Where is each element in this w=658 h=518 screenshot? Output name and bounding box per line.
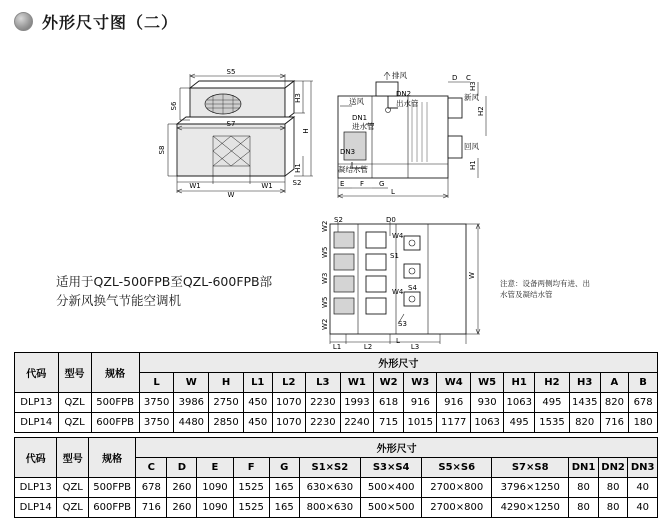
th2-DN1: DN1 xyxy=(569,458,599,478)
svg-text:W2: W2 xyxy=(321,318,329,330)
svg-text:W: W xyxy=(227,191,235,199)
th-L3: L3 xyxy=(305,373,340,393)
th-W: W xyxy=(174,373,209,393)
cell: 716 xyxy=(600,413,629,433)
cell: 80 xyxy=(598,498,628,518)
svg-text:H1: H1 xyxy=(469,160,477,170)
svg-text:L2: L2 xyxy=(363,343,373,351)
cell: 2850 xyxy=(209,413,244,433)
page-title: 外形尺寸图（二） xyxy=(42,13,179,32)
table-row xyxy=(15,393,658,413)
svg-text:回风: 回风 xyxy=(464,142,479,151)
th-W5: W5 xyxy=(470,373,503,393)
svg-text:DN3: DN3 xyxy=(340,148,356,156)
svg-text:DN2: DN2 xyxy=(396,90,412,98)
cell: 4290×1250 xyxy=(492,498,569,518)
cell: 820 xyxy=(600,393,629,413)
th2-group-dimensions: 外形尺寸 xyxy=(136,438,658,458)
svg-text:W4: W4 xyxy=(392,232,404,240)
cell: 40 xyxy=(628,478,658,498)
cell: 1070 xyxy=(272,393,305,413)
table-2-body xyxy=(15,478,658,518)
svg-text:W2: W2 xyxy=(321,220,329,232)
svg-text:W: W xyxy=(468,272,476,279)
sphere-bullet-icon xyxy=(14,12,33,31)
cell: 450 xyxy=(243,393,272,413)
svg-text:W5: W5 xyxy=(321,296,329,308)
note-block xyxy=(500,278,650,300)
svg-text:L: L xyxy=(391,188,395,196)
cell: 260 xyxy=(167,498,197,518)
note-line-2: 水管及凝结水管 xyxy=(500,290,553,299)
svg-text:L: L xyxy=(396,337,400,345)
svg-text:H3: H3 xyxy=(294,93,302,103)
svg-text:S8: S8 xyxy=(158,145,166,155)
th-W2: W2 xyxy=(374,373,404,393)
cell: 450 xyxy=(243,413,272,433)
cell: 500×500 xyxy=(361,498,422,518)
cell: 1063 xyxy=(470,413,503,433)
svg-text:D0: D0 xyxy=(386,216,396,224)
cell: 260 xyxy=(167,478,197,498)
th2-S1S2: S1×S2 xyxy=(299,458,360,478)
svg-text:W1: W1 xyxy=(261,182,273,190)
cell: 165 xyxy=(269,498,299,518)
cell: 165 xyxy=(269,478,299,498)
th-L: L xyxy=(139,373,174,393)
cell: 1070 xyxy=(272,413,305,433)
th2-E: E xyxy=(197,458,233,478)
table-2-head-row-1 xyxy=(15,438,658,458)
svg-text:H: H xyxy=(302,128,310,134)
cell: 1535 xyxy=(535,413,570,433)
cell: DLP14 xyxy=(15,498,57,518)
svg-text:H3: H3 xyxy=(469,81,477,91)
table-row xyxy=(15,413,658,433)
svg-text:DN1: DN1 xyxy=(352,114,368,122)
cell: 1525 xyxy=(233,498,269,518)
caption-line-1: 适用于QZL-500FPB至QZL-600FPB部 xyxy=(56,274,273,289)
th2-D: D xyxy=(167,458,197,478)
svg-text:S6: S6 xyxy=(170,101,178,111)
th2-code: 代码 xyxy=(15,438,57,478)
cell: 500FPB xyxy=(89,478,136,498)
cell: 3750 xyxy=(139,393,174,413)
cell: 2240 xyxy=(340,413,373,433)
cell: 1063 xyxy=(504,393,535,413)
cell: 930 xyxy=(470,393,503,413)
svg-text:H2: H2 xyxy=(477,106,485,116)
cell: 1993 xyxy=(340,393,373,413)
cell: 80 xyxy=(598,478,628,498)
th-W3: W3 xyxy=(404,373,437,393)
th-H2: H2 xyxy=(535,373,570,393)
th-H: H xyxy=(209,373,244,393)
svg-text:W1: W1 xyxy=(189,182,201,190)
page-title-row xyxy=(14,10,178,33)
cell: 916 xyxy=(404,393,437,413)
svg-text:H1: H1 xyxy=(294,163,302,173)
svg-text:S2: S2 xyxy=(292,179,302,187)
view-right-section xyxy=(338,70,486,198)
cell: 1090 xyxy=(197,498,233,518)
svg-text:出水管: 出水管 xyxy=(396,99,419,108)
cell: 630×630 xyxy=(299,478,360,498)
svg-text:S2: S2 xyxy=(334,216,343,224)
svg-text:进水管: 进水管 xyxy=(352,122,375,131)
table-2-head xyxy=(15,438,658,478)
cell: 678 xyxy=(136,478,167,498)
svg-text:L1: L1 xyxy=(332,343,342,351)
svg-text:凝结水管: 凝结水管 xyxy=(338,165,368,174)
svg-text:新风: 新风 xyxy=(464,93,479,102)
cell: 40 xyxy=(628,498,658,518)
cell: 2230 xyxy=(305,413,340,433)
th-A: A xyxy=(600,373,629,393)
caption-line-2: 分新风换气节能空调机 xyxy=(56,293,182,308)
cell: DLP14 xyxy=(15,413,59,433)
th-code: 代码 xyxy=(15,353,59,393)
svg-text:S4: S4 xyxy=(408,284,417,292)
cell: 495 xyxy=(504,413,535,433)
view-top-left xyxy=(158,68,313,199)
cell: 1435 xyxy=(569,393,600,413)
cell: 80 xyxy=(569,498,599,518)
cell: 500FPB xyxy=(91,393,139,413)
svg-text:D: D xyxy=(452,74,458,82)
caption-block xyxy=(56,272,346,310)
th-model: 型号 xyxy=(58,353,91,393)
th2-C: C xyxy=(136,458,167,478)
svg-text:S1: S1 xyxy=(390,252,399,260)
cell: 600FPB xyxy=(89,498,136,518)
cell: 820 xyxy=(569,413,600,433)
cell: 2700×800 xyxy=(422,498,492,518)
th-H1: H1 xyxy=(504,373,535,393)
th2-G: G xyxy=(269,458,299,478)
cell: 715 xyxy=(374,413,404,433)
th2-S7S8: S7×S8 xyxy=(492,458,569,478)
th-L2: L2 xyxy=(272,373,305,393)
th2-spec: 规格 xyxy=(89,438,136,478)
svg-text:W5: W5 xyxy=(321,246,329,258)
cell: 678 xyxy=(629,393,658,413)
table-row xyxy=(15,498,658,518)
cell: 2230 xyxy=(305,393,340,413)
th-group-dimensions: 外形尺寸 xyxy=(139,353,657,373)
th2-S3S4: S3×S4 xyxy=(361,458,422,478)
cell: DLP13 xyxy=(15,393,59,413)
svg-text:W3: W3 xyxy=(321,272,329,284)
cell: 1015 xyxy=(404,413,437,433)
cell: QZL xyxy=(57,498,89,518)
svg-text:W4: W4 xyxy=(392,288,404,296)
cell: 3796×1250 xyxy=(492,478,569,498)
cell: 500×400 xyxy=(361,478,422,498)
svg-text:C: C xyxy=(466,74,471,82)
svg-text:S5: S5 xyxy=(226,68,236,76)
svg-text:E: E xyxy=(340,180,345,188)
th-W1: W1 xyxy=(340,373,373,393)
cell: 2700×800 xyxy=(422,478,492,498)
cell: QZL xyxy=(58,413,91,433)
cell: 716 xyxy=(136,498,167,518)
svg-text:送风: 送风 xyxy=(349,97,364,106)
table-1-head xyxy=(15,353,658,393)
th-spec: 规格 xyxy=(91,353,139,393)
dimensions-table-2 xyxy=(14,437,658,518)
cell: 80 xyxy=(569,478,599,498)
table-1-head-row-1 xyxy=(15,353,658,373)
cell: 1525 xyxy=(233,478,269,498)
svg-text:L3: L3 xyxy=(410,343,420,351)
th-L1: L1 xyxy=(243,373,272,393)
cell: 600FPB xyxy=(91,413,139,433)
svg-text:F: F xyxy=(360,180,365,188)
th2-DN2: DN2 xyxy=(598,458,628,478)
cell: 2750 xyxy=(209,393,244,413)
svg-text:排风: 排风 xyxy=(392,71,407,80)
svg-text:G: G xyxy=(379,180,385,188)
th2-F: F xyxy=(233,458,269,478)
table-row xyxy=(15,478,658,498)
cell: 916 xyxy=(437,393,470,413)
cell: 1090 xyxy=(197,478,233,498)
cell: 180 xyxy=(629,413,658,433)
cell: QZL xyxy=(58,393,91,413)
cell: 800×630 xyxy=(299,498,360,518)
cell: 3986 xyxy=(174,393,209,413)
cell: 1177 xyxy=(437,413,470,433)
cell: 618 xyxy=(374,393,404,413)
table-1-body xyxy=(15,393,658,433)
th2-model: 型号 xyxy=(57,438,89,478)
th-H3: H3 xyxy=(569,373,600,393)
th2-S5S6: S5×S6 xyxy=(422,458,492,478)
cell: 495 xyxy=(535,393,570,413)
dimensions-table-1 xyxy=(14,352,658,433)
cell: DLP13 xyxy=(15,478,57,498)
svg-text:S3: S3 xyxy=(398,320,407,328)
th2-DN3: DN3 xyxy=(628,458,658,478)
cell: QZL xyxy=(57,478,89,498)
note-line-1: 注意：设备两侧均有进、出 xyxy=(500,279,590,288)
th-B: B xyxy=(629,373,658,393)
cell: 3750 xyxy=(139,413,174,433)
svg-text:S7: S7 xyxy=(226,120,236,128)
cell: 4480 xyxy=(174,413,209,433)
th-W4: W4 xyxy=(437,373,470,393)
